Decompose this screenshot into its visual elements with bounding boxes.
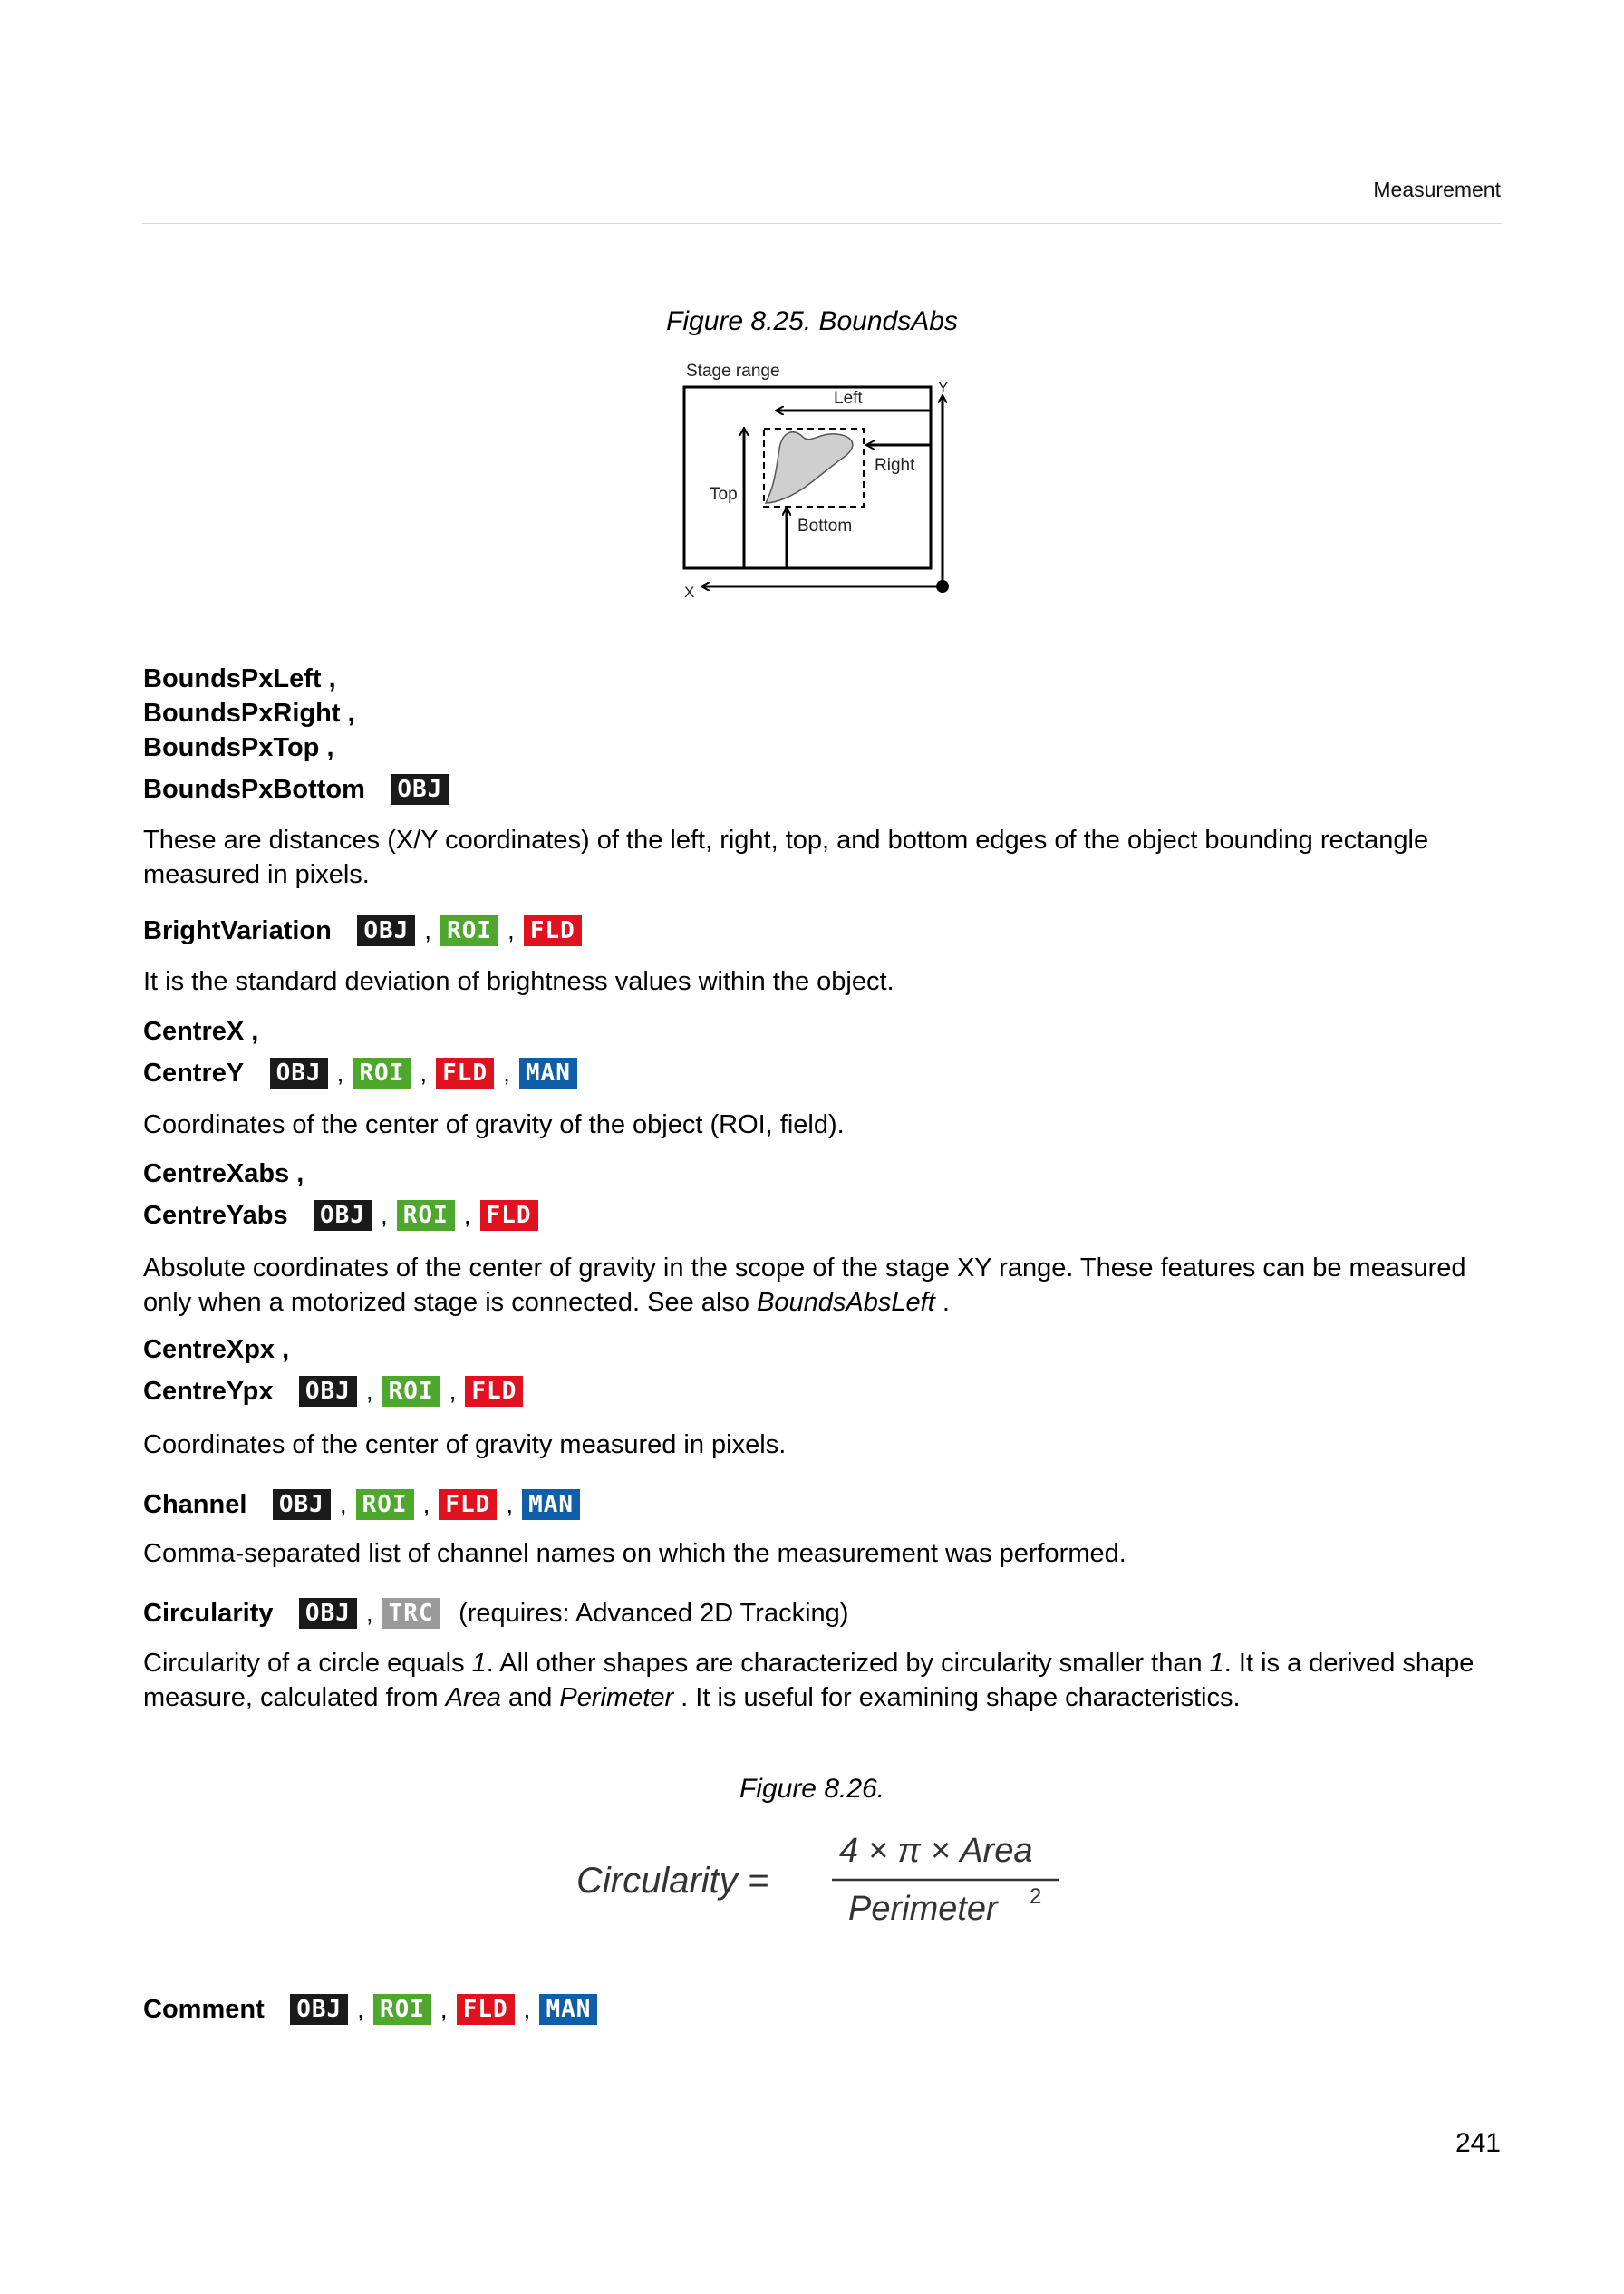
diagram-label-right: Right [875,456,915,475]
diagram-label-y: Y [938,379,949,396]
diagram-label-x: X [684,584,695,601]
term: CentreYabs [143,1200,288,1230]
term: Comment [143,1994,265,2024]
object-blob [766,432,853,503]
badge-obj: OBJ [314,1200,372,1231]
desc-circularity: Circularity of a circle equals 1. All other shapes are characterized by circularity smaller than 1. It is a derived shape measure, calculated from Area and Perimeter . It is useful for examining shape characteristics. [143,1649,1474,1712]
badge-roi: ROI [397,1200,455,1231]
page-number: 241 [1455,2128,1501,2158]
desc-channel: Comma-separated list of channel names on which the measurement was performed. [143,1539,1126,1568]
requires-note: (requires: Advanced 2D Tracking) [459,1598,849,1628]
diagram-label-left: Left [834,389,863,408]
diagram-label-bottom: Bottom [798,517,853,536]
badge-obj: OBJ [299,1598,357,1629]
desc-centreabs: Absolute coordinates of the center of gravity in the scope of the stage XY range. These features can be measured only when a motorized stage is connected. See also BoundsAbsLeft . [143,1253,1466,1317]
desc-boundspx: These are distances (X/Y coordinates) of the left, right, top, and bottom edges of the object bounding rectangle measured in pixels. [143,826,1429,889]
figure-formula-caption: Figure 8.26. [739,1774,885,1804]
formula-lhs: Circularity = [576,1861,769,1901]
figure-bounds-diagram [675,358,974,603]
origin-dot [936,580,949,593]
badge-trc: TRC [382,1598,440,1629]
formula-denominator: Perimeter [848,1890,998,1928]
term: BoundsPxRight , [143,699,355,728]
desc-brightvariation: It is the standard deviation of brightness values within the object. [143,967,894,996]
term: Channel [143,1489,247,1519]
badge-obj: OBJ [270,1058,328,1089]
term: CentreXpx , [143,1335,290,1364]
link-area: Area [445,1683,501,1712]
entry-brightvariation: BrightVariation OBJ , ROI , FLD [143,915,1503,946]
term: CentreY [143,1058,245,1088]
desc-centrepx: Coordinates of the center of gravity measured in pixels. [143,1430,787,1459]
badge-man: MAN [519,1058,577,1089]
header-rule [142,223,1502,224]
entry-centreabs: CentreXabs , CentreYabs OBJ , ROI , FLD [143,1157,1503,1231]
figure-bounds-caption: Figure 8.25. BoundsAbs [666,306,958,336]
link-boundsabsleft: BoundsAbsLeft [757,1288,935,1317]
term: CentreXabs , [143,1159,304,1188]
desc-centre: Coordinates of the center of gravity of the object (ROI, field). [143,1110,845,1139]
badge-fld: FLD [465,1376,523,1407]
term: BoundsPxTop , [143,733,334,762]
term: BrightVariation [143,915,332,945]
badge-roi: ROI [353,1058,411,1089]
badge-roi: ROI [440,915,498,946]
badge-fld: FLD [524,915,582,946]
term: BoundsPxBottom [143,774,365,804]
badge-obj: OBJ [273,1489,331,1520]
badge-fld: FLD [457,1994,515,2025]
entry-boundspx [143,662,1503,805]
term: CentreYpx [143,1376,274,1406]
diagram-label-stage: Stage range [686,362,780,381]
diagram-label-top: Top [710,485,738,504]
circularity-formula [576,1824,1066,1932]
badge-roi: ROI [356,1489,414,1520]
formula-numerator: 4 × π × Area [839,1832,1033,1870]
entry-centrepx: CentreXpx , CentreYpx OBJ , ROI , FLD [143,1332,1503,1407]
entry-centre: CentreX , CentreY OBJ , ROI , FLD , MAN [143,1014,1503,1089]
badge-roi: ROI [373,1994,431,2025]
page-header-section: Measurement [1373,178,1501,201]
badge-fld: FLD [436,1058,494,1089]
formula-exponent: 2 [1030,1884,1042,1909]
entry-circularity: Circularity OBJ , TRC (requires: Advanced 2D Tracking) [143,1598,849,1628]
term: BoundsPxLeft , [143,664,336,693]
badge-obj: OBJ [290,1994,348,2025]
entry-comment: Comment OBJ , ROI , FLD , MAN [143,1994,1503,2025]
badge-roi: ROI [382,1376,440,1407]
entry-channel: Channel OBJ , ROI , FLD , MAN [143,1489,1503,1520]
badge-man: MAN [522,1489,580,1520]
badge-obj: OBJ [357,915,415,946]
badge-obj: OBJ [391,774,449,805]
badge-fld: FLD [480,1200,538,1231]
link-perimeter: Perimeter [559,1683,674,1712]
badge-fld: FLD [439,1489,497,1520]
term: CentreX , [143,1017,259,1046]
badge-man: MAN [539,1994,597,2025]
term: Circularity [143,1598,274,1628]
badge-obj: OBJ [299,1376,357,1407]
